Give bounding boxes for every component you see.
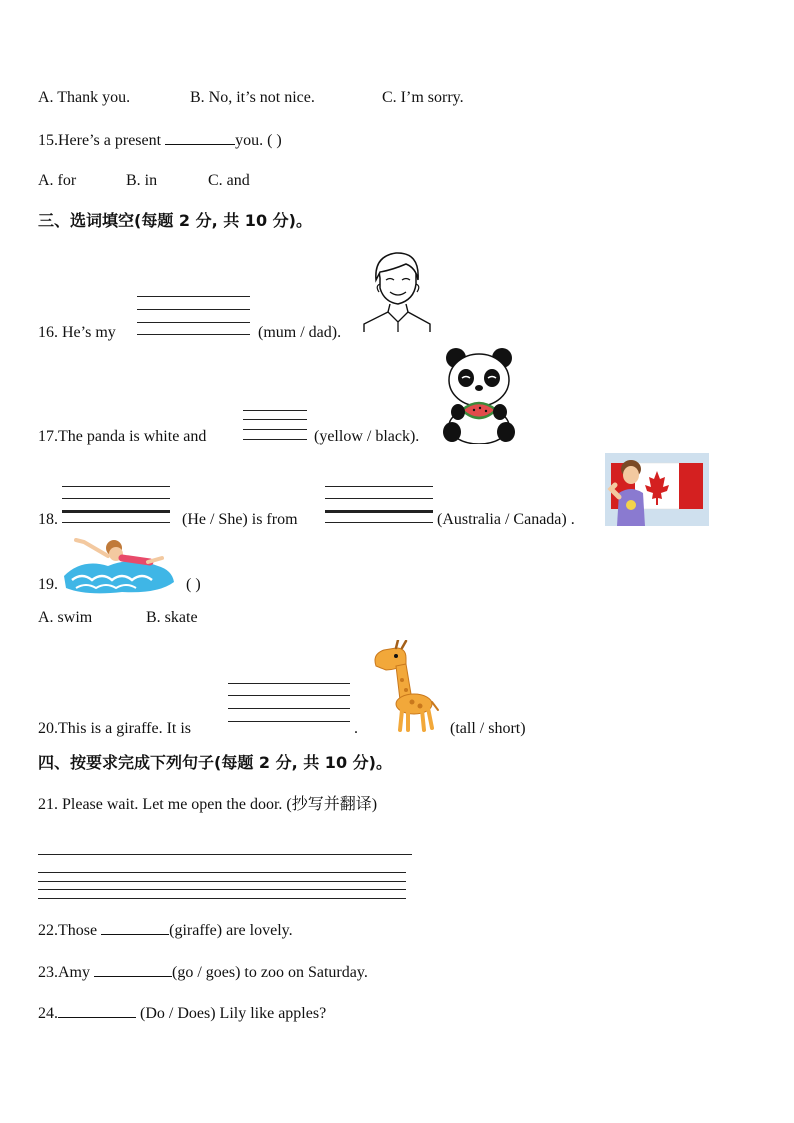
question-21: 21. Please wait. Let me open the door. (抄写并翻译): [38, 796, 378, 813]
q15-text-after: you. ( ): [235, 132, 282, 149]
section-4-heading: 四、按要求完成下列句子(每题 2 分, 共 10 分)。: [38, 753, 392, 772]
q15-option-b: B. in: [126, 172, 158, 189]
q14-option-c: C. I’m sorry.: [382, 89, 464, 106]
section-3-heading: 三、选词填空(每题 2 分, 共 10 分)。: [38, 211, 312, 230]
q14-option-b: B. No, it’s not nice.: [190, 89, 315, 106]
q20-text-after: (tall / short): [450, 720, 526, 737]
q15-answer-blank[interactable]: [165, 130, 235, 145]
q22-answer-blank[interactable]: [101, 920, 169, 935]
q22-text-before: 22.Those: [38, 922, 102, 939]
q24-text-before: 24.: [38, 1005, 58, 1022]
q20-period: .: [354, 720, 358, 737]
q19-number: 19.: [38, 576, 58, 593]
q15-option-a: A. for: [38, 172, 77, 189]
q16-text-before: 16. He’s my: [38, 324, 116, 341]
q23-text-before: 23.Amy: [38, 964, 94, 981]
q16-text-after: (mum / dad).: [258, 324, 342, 341]
q15-option-c: C. and: [208, 172, 250, 189]
q23-answer-blank[interactable]: [94, 962, 172, 977]
q22-text-after: (giraffe) are lovely.: [169, 922, 293, 939]
q18-text-middle: (He / She) is from: [182, 511, 298, 528]
q14-option-a: A. Thank you.: [38, 89, 131, 106]
q21-writing-lines[interactable]: [38, 854, 412, 900]
question-24: [38, 1003, 326, 1024]
dad-icon: [362, 250, 432, 332]
q19-option-a: A. swim: [38, 609, 93, 626]
question-15: [38, 130, 282, 151]
q17-text-after: (yellow / black).: [314, 428, 420, 445]
q18-text-after: (Australia / Canada) .: [437, 511, 575, 528]
q24-answer-blank[interactable]: [58, 1003, 136, 1018]
q23-text-after: (go / goes) to zoo on Saturday.: [172, 964, 368, 981]
q17-text-before: 17.The panda is white and: [38, 428, 207, 445]
q17-writing-lines[interactable]: [243, 410, 307, 440]
q20-writing-lines[interactable]: [228, 683, 350, 723]
q16-writing-lines[interactable]: [137, 296, 250, 336]
q18-number: 18.: [38, 511, 58, 528]
giraffe-icon: [366, 640, 440, 732]
swimming-girl-icon: [62, 536, 176, 596]
panda-icon: [442, 346, 516, 444]
q19-option-b: B. skate: [146, 609, 198, 626]
q20-text-before: 20.This is a giraffe. It is: [38, 720, 192, 737]
q18-writing-lines-2[interactable]: [325, 486, 433, 524]
q19-answer-parens[interactable]: ( ): [186, 576, 201, 593]
question-23: [38, 962, 368, 983]
canada-flag-boy-icon: [605, 453, 709, 526]
q18-writing-lines-1[interactable]: [62, 486, 170, 524]
question-22: [38, 920, 293, 941]
q24-text-after: (Do / Does) Lily like apples?: [136, 1005, 327, 1022]
q15-text-before: 15.Here’s a present: [38, 132, 166, 149]
